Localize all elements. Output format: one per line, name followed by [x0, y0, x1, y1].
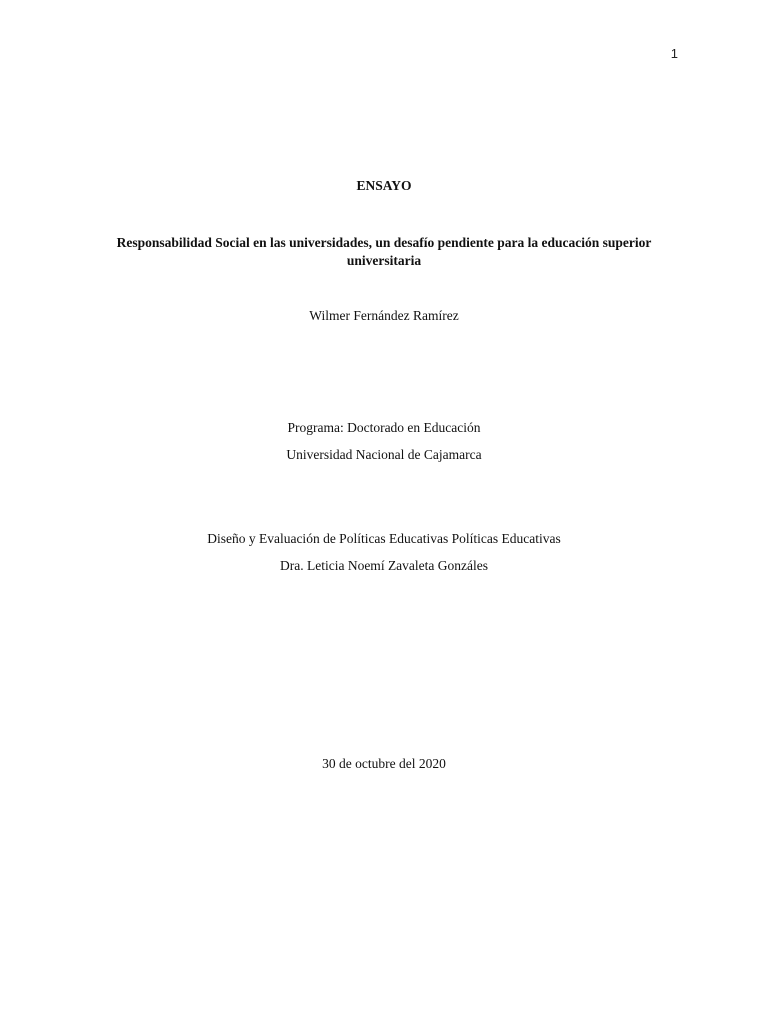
teacher-name: Dra. Leticia Noemí Zavaleta Gonzáles — [279, 558, 489, 573]
course-name: Diseño y Evaluación de Políticas Educativas Políticas Educativas — [207, 531, 561, 546]
author-name: Wilmer Fernández Ramírez — [309, 308, 459, 323]
document-heading: ENSAYO — [356, 178, 412, 193]
page-number: 1 — [670, 46, 678, 61]
document-date: 30 de octubre del 2020 — [322, 756, 446, 771]
university-name: Universidad Nacional de Cajamarca — [286, 447, 482, 462]
essay-title — [84, 234, 684, 270]
essay-title-line-2: universitaria — [346, 253, 422, 268]
essay-title-line-1: Responsabilidad Social en las universidades, un desafío pendiente para la educación superior — [116, 235, 652, 250]
program-name: Programa: Doctorado en Educación — [287, 420, 481, 435]
